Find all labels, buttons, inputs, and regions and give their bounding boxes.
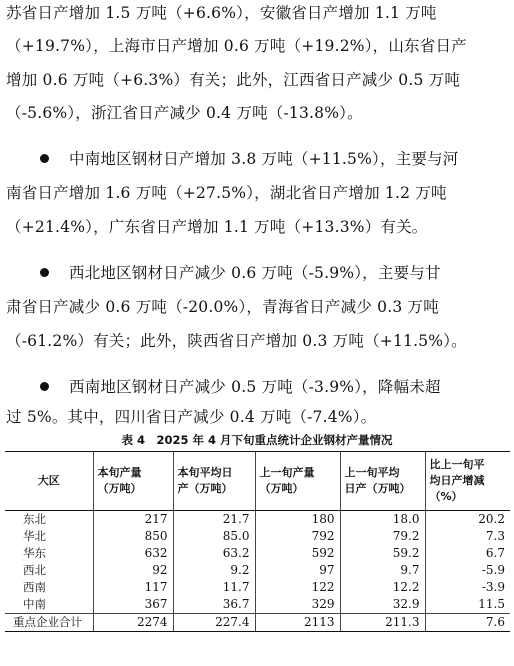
bullet-icon xyxy=(40,382,49,391)
table-cell: 92 xyxy=(93,562,173,579)
table-cell: 97 xyxy=(255,562,340,579)
table-row xyxy=(5,511,510,529)
paragraph-line-text: 西南地区钢材日产减少 0.5 万吨（-3.9%），降幅未超 xyxy=(69,378,441,396)
paragraph-line: （+19.7%），上海市日产增加 0.6 万吨（+19.2%），山东省日产 xyxy=(6,37,467,55)
bullet-icon xyxy=(40,154,49,163)
paragraph-line: 南省日产增加 1.6 万吨（+27.5%），湖北省日产增加 1.2 万吨 xyxy=(6,184,447,202)
column-header: 本旬产量 （万吨） xyxy=(93,452,173,511)
column-header: 上一旬平均 日产（万吨） xyxy=(340,452,425,511)
table-cell: 211.3 xyxy=(340,614,425,632)
table-cell: 11.7 xyxy=(173,579,255,596)
table-cell: 367 xyxy=(93,596,173,614)
column-header: 大区 xyxy=(5,452,93,511)
table-cell: 20.2 xyxy=(425,511,510,529)
table-cell: 180 xyxy=(255,511,340,529)
table-cell: 11.5 xyxy=(425,596,510,614)
table-cell: 117 xyxy=(93,579,173,596)
table-cell: 85.0 xyxy=(173,528,255,545)
table-cell: 2113 xyxy=(255,614,340,632)
table-cell: 华东 xyxy=(23,546,46,560)
bullet-line xyxy=(40,146,458,172)
table-cell: 9.7 xyxy=(340,562,425,579)
table-row xyxy=(5,596,510,614)
paragraph-line: （-61.2%）有关；此外，陕西省日产增加 0.3 万吨（+11.5%）。 xyxy=(6,332,467,350)
steel-output-table xyxy=(5,451,510,632)
table-row xyxy=(5,579,510,596)
table-cell: 6.7 xyxy=(425,545,510,562)
column-header: 本旬平均日 产（万吨） xyxy=(173,452,255,511)
table-cell: 36.7 xyxy=(173,596,255,614)
paragraph-line: （-5.6%），浙江省日产减少 0.4 万吨（-13.8%）。 xyxy=(6,104,363,122)
table-cell: 850 xyxy=(93,528,173,545)
table-cell: 西南 xyxy=(23,580,46,594)
bullet-line xyxy=(40,260,441,286)
table-cell: 63.2 xyxy=(173,545,255,562)
table-cell: 9.2 xyxy=(173,562,255,579)
table-cell: 329 xyxy=(255,596,340,614)
table-row xyxy=(5,545,510,562)
table-row xyxy=(5,562,510,579)
table-cell: 32.9 xyxy=(340,596,425,614)
paragraph-line-text: 西北地区钢材日产减少 0.6 万吨（-5.9%），主要与甘 xyxy=(69,264,441,282)
table-cell: 7.3 xyxy=(425,528,510,545)
table-cell: 122 xyxy=(255,579,340,596)
table-cell: 2274 xyxy=(93,614,173,632)
table-cell: 华北 xyxy=(23,529,46,543)
paragraph-line: 过 5%。其中，四川省日产减少 0.4 万吨（-7.4%）。 xyxy=(6,408,377,426)
column-header: 比上一旬平 均日产增减 （%） xyxy=(425,452,510,511)
table-cell: 7.6 xyxy=(425,614,510,632)
table-cell: -5.9 xyxy=(425,562,510,579)
table-cell: 重点企业合计 xyxy=(5,614,93,632)
bullet-line xyxy=(40,374,441,400)
table-cell: 西北 xyxy=(23,563,46,577)
table-cell: 227.4 xyxy=(173,614,255,632)
table-cell: 21.7 xyxy=(173,511,255,529)
table-cell: 12.2 xyxy=(340,579,425,596)
bullet-icon xyxy=(40,268,49,277)
table-header-row xyxy=(5,452,510,511)
paragraph-line-text: 中南地区钢材日产增加 3.8 万吨（+11.5%），主要与河 xyxy=(69,150,459,168)
paragraph-line: （+21.4%），广东省日产增加 1.1 万吨（+13.3%）有关。 xyxy=(6,218,428,236)
table-cell: -3.9 xyxy=(425,579,510,596)
paragraph-line: 苏省日产增加 1.5 万吨（+6.6%），安徽省日产增加 1.1 万吨 xyxy=(6,4,437,22)
paragraph-line: 增加 0.6 万吨（+6.3%）有关；此外，江西省日产减少 0.5 万吨 xyxy=(6,71,461,89)
table-total-row xyxy=(5,614,510,632)
table-row xyxy=(5,528,510,545)
table-cell: 632 xyxy=(93,545,173,562)
table-cell: 79.2 xyxy=(340,528,425,545)
table-cell: 18.0 xyxy=(340,511,425,529)
table-cell: 792 xyxy=(255,528,340,545)
table-cell: 中南 xyxy=(23,597,46,611)
paragraph-line: 肃省日产减少 0.6 万吨（-20.0%），青海省日产减少 0.3 万吨 xyxy=(6,298,439,316)
table-cell: 592 xyxy=(255,545,340,562)
table-cell: 东北 xyxy=(23,512,46,526)
table-cell: 59.2 xyxy=(340,545,425,562)
column-header: 上一旬产量 （万吨） xyxy=(255,452,340,511)
table-caption: 表 4 2025 年 4 月下旬重点统计企业钢材产量情况 xyxy=(121,433,393,447)
table-cell: 217 xyxy=(93,511,173,529)
